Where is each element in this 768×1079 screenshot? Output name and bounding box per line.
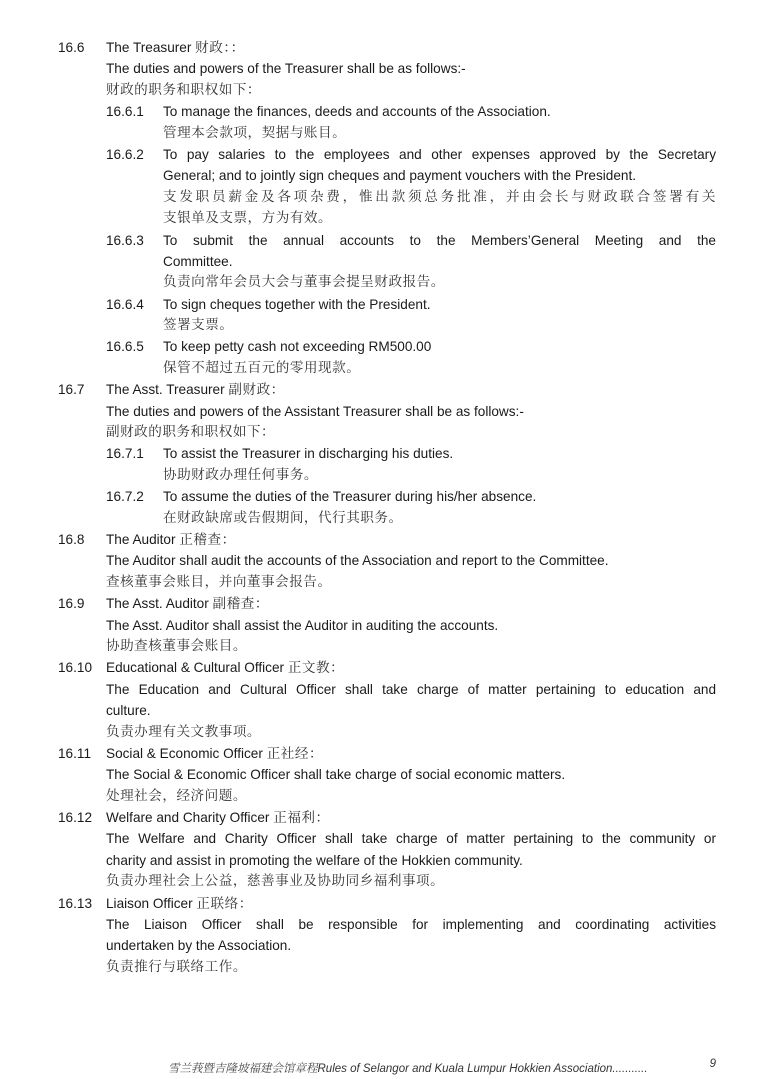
item-number: 16.7.2 bbox=[106, 489, 144, 505]
section-heading bbox=[0, 743, 768, 764]
section-body-en: The Asst. Auditor shall assist the Auditor in auditing the accounts. bbox=[106, 617, 499, 633]
list-item bbox=[0, 294, 768, 315]
section-heading bbox=[0, 37, 768, 58]
list-item bbox=[0, 443, 768, 464]
item-text-en: To manage the finances, deeds and accounts of the Association. bbox=[163, 104, 551, 120]
section-intro-zh: 副财政的职务和职权如下： bbox=[106, 424, 276, 441]
section-heading bbox=[0, 893, 768, 914]
item-text-en: Committee. bbox=[163, 253, 233, 269]
item-text-en: To submit the annual accounts to the Members’General Meeting and the bbox=[163, 232, 716, 248]
section-heading bbox=[0, 657, 768, 678]
item-text-zh: 协助财政办理任何事务。 bbox=[163, 466, 319, 483]
list-item bbox=[0, 230, 768, 251]
section-title-zh: 副稽查： bbox=[212, 596, 269, 613]
item-text-zh: 签署支票。 bbox=[163, 317, 234, 334]
section-intro-en: The duties and powers of the Assistant Treasurer shall be as follows:- bbox=[106, 403, 524, 419]
section-title-en: Social & Economic Officer bbox=[106, 745, 267, 761]
page-number: 9 bbox=[709, 1058, 716, 1070]
item-text-zh: 管理本会款项，契据与账目。 bbox=[163, 124, 347, 141]
item-text-en: To pay salaries to the employees and other expenses approved by the Secretary bbox=[163, 146, 716, 162]
item-number: 16.6.3 bbox=[106, 232, 144, 248]
section-body-zh: 负责办理社会上公益，慈善事业及协助同乡福利事项。 bbox=[106, 873, 445, 890]
section-heading bbox=[0, 593, 768, 614]
section-intro-zh: 财政的职务和职权如下： bbox=[106, 81, 262, 98]
section-body-en: charity and assist in promoting the welfare of the Hokkien community. bbox=[106, 852, 523, 868]
list-item bbox=[0, 336, 768, 357]
section-body-en: undertaken by the Association. bbox=[106, 938, 292, 954]
section-number: 16.8 bbox=[58, 531, 85, 547]
section-body-en: The Social & Economic Officer shall take charge of social economic matters. bbox=[106, 767, 566, 783]
section-title-en: The Asst. Auditor bbox=[106, 596, 213, 612]
section-body-en: The Welfare and Charity Officer shall take charge of matter pertaining to the community or bbox=[106, 831, 716, 847]
section-title-en: Welfare and Charity Officer bbox=[106, 810, 274, 826]
section-heading bbox=[0, 529, 768, 550]
section-heading bbox=[0, 379, 768, 400]
section-title-en: The Asst. Treasurer bbox=[106, 382, 229, 398]
section-number: 16.11 bbox=[58, 745, 92, 761]
section-title-en: Liaison Officer bbox=[106, 895, 197, 911]
section-title-en: The Auditor bbox=[106, 531, 180, 547]
section-intro-en: The duties and powers of the Treasurer shall be as follows:- bbox=[106, 61, 466, 77]
section-number: 16.6 bbox=[58, 40, 85, 55]
item-text-zh: 在财政缺席或告假期间，代行其职务。 bbox=[163, 509, 403, 526]
section-title-en: The Treasurer bbox=[106, 40, 196, 55]
section-body-zh: 协助查核董事会账目。 bbox=[106, 637, 247, 654]
document-body bbox=[0, 37, 768, 978]
section-title-zh: 正文教： bbox=[287, 660, 345, 677]
section-body-en: culture. bbox=[106, 703, 151, 719]
section-body-zh: 负责办理有关文教事项。 bbox=[106, 723, 262, 740]
list-item bbox=[0, 101, 768, 122]
section-body-en: The Auditor shall audit the accounts of the Association and report to the Committee. bbox=[106, 553, 609, 569]
section-number: 16.13 bbox=[58, 895, 93, 911]
section-body-en: The Liaison Officer shall be responsible for implementing and coordinating activities bbox=[106, 917, 716, 933]
item-text-en: General; and to jointly sign cheques and payment vouchers with the President. bbox=[163, 168, 637, 184]
section-number: 16.7 bbox=[58, 382, 85, 398]
section-number: 16.9 bbox=[58, 596, 85, 612]
item-text-zh: 保管不超过五百元的零用现款。 bbox=[163, 359, 361, 376]
section-body-zh: 处理社会，经济问题。 bbox=[106, 787, 247, 804]
section-title-en: Educational & Cultural Officer bbox=[106, 660, 288, 676]
list-item bbox=[0, 486, 768, 507]
item-text-zh: 负责向常年会员大会与董事会提呈财政报告。 bbox=[163, 274, 445, 291]
section-title-zh: 正社经： bbox=[266, 745, 324, 762]
item-number: 16.6.5 bbox=[106, 339, 144, 355]
footer-title-zh: 雪兰莪暨吉隆坡福建会馆章程 bbox=[168, 1061, 318, 1075]
section-title-zh: 正福利： bbox=[273, 810, 330, 827]
section-heading bbox=[0, 807, 768, 828]
item-text-en: To assist the Treasurer in discharging his duties. bbox=[163, 446, 454, 462]
item-number: 16.6.1 bbox=[106, 104, 144, 120]
item-text-en: To assume the duties of the Treasurer during his/her absence. bbox=[163, 489, 537, 505]
section-title-zh: 副财政： bbox=[228, 382, 285, 399]
item-number: 16.7.1 bbox=[106, 446, 144, 462]
list-item bbox=[0, 144, 768, 165]
section-title-zh: 正稽查： bbox=[179, 531, 236, 548]
footer-title-en: Rules of Selangor and Kuala Lumpur Hokkien Association........... bbox=[317, 1063, 648, 1075]
item-number: 16.6.2 bbox=[106, 146, 144, 162]
section-number: 16.12 bbox=[58, 810, 93, 826]
section-body-zh: 查核董事会账目，并向董事会报告。 bbox=[106, 573, 332, 590]
page-footer bbox=[168, 1058, 716, 1078]
item-number: 16.6.4 bbox=[106, 296, 144, 312]
section-body-en: The Education and Cultural Officer shall take charge of matter pertaining to education and bbox=[106, 681, 716, 697]
section-body-zh: 负责推行与联络工作。 bbox=[106, 958, 247, 975]
section-number: 16.10 bbox=[58, 660, 93, 676]
item-text-en: To keep petty cash not exceeding RM500.00 bbox=[163, 339, 432, 355]
item-text-zh: 支银单及支票，方为有效。 bbox=[163, 210, 333, 227]
section-title-zh: 财政：： bbox=[195, 40, 245, 56]
item-text-zh: 支发职员薪金及各项杂费，惟出款须总务批准，并由会长与财政联合签署有关 bbox=[163, 188, 716, 205]
section-title-zh: 正联络： bbox=[196, 895, 253, 912]
item-text-en: To sign cheques together with the President. bbox=[163, 296, 431, 312]
